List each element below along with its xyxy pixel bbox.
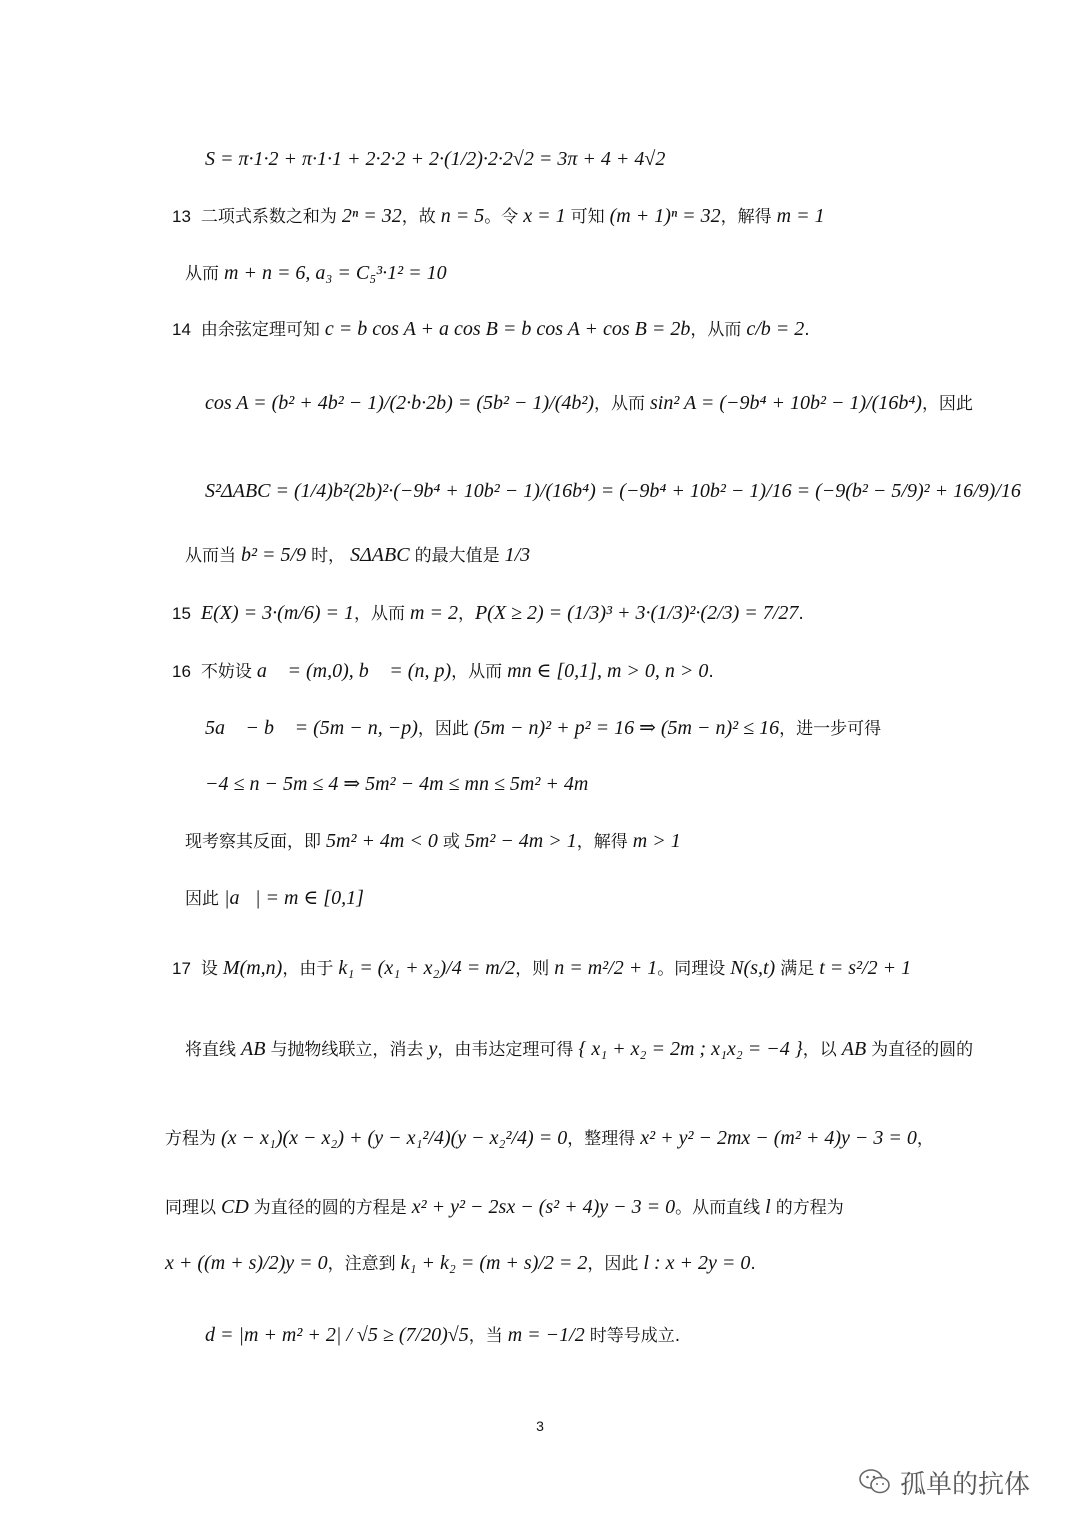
solution-line bbox=[172, 316, 810, 343]
math-expression: m = 2 bbox=[405, 602, 458, 624]
text-segment: 因此 bbox=[185, 889, 219, 909]
text-segment: . bbox=[798, 604, 804, 624]
solution-line bbox=[205, 771, 588, 797]
math-expression: cos A = (b² + 4b² − 1)/(2·b·2b) = (5b² − 1)/(4b²) bbox=[205, 392, 595, 414]
text-segment: 。从而直线 bbox=[675, 1198, 761, 1218]
solution-line bbox=[172, 600, 804, 627]
text-segment: 同理以 bbox=[165, 1198, 216, 1218]
math-expression: n = m²/2 + 1 bbox=[549, 957, 658, 979]
text-segment: 为直径的圆的方程是 bbox=[253, 1198, 407, 1218]
math-expression: 2ⁿ = 32 bbox=[336, 205, 402, 227]
solution-line bbox=[185, 1036, 973, 1063]
text-segment: 方程为 bbox=[165, 1129, 216, 1149]
solution-line bbox=[205, 146, 665, 172]
solution-line bbox=[205, 390, 973, 417]
solution-line bbox=[172, 955, 911, 982]
text-segment: 由余弦定理可知 bbox=[200, 320, 320, 340]
math-expression: k₁ + k₂ = (m + s)/2 = 2 bbox=[395, 1252, 588, 1274]
text-segment: ，故 bbox=[401, 207, 436, 227]
text-segment: ，注意到 bbox=[327, 1254, 396, 1274]
text-segment: 现考察其反面，即 bbox=[185, 832, 321, 852]
math-expression: (x − x₁)(x − x₂) + (y − x₁²/4)(y − x₂²/4) = 0 bbox=[216, 1127, 568, 1149]
text-segment: 满足 bbox=[780, 959, 815, 979]
math-expression: CD bbox=[216, 1196, 254, 1218]
watermark bbox=[858, 1462, 1030, 1502]
solution-line bbox=[185, 885, 364, 912]
text-segment: ，当 bbox=[468, 1326, 503, 1346]
text-segment: 为直径的圆的 bbox=[871, 1040, 974, 1060]
math-expression: |a⃗| = m ∈ [0,1] bbox=[219, 887, 364, 909]
math-expression: −4 ≤ n − 5m ≤ 4 ⇒ 5m² − 4m ≤ mn ≤ 5m² + 4m bbox=[205, 773, 589, 795]
text-segment: ，由于 bbox=[282, 959, 334, 979]
math-expression: c/b = 2 bbox=[741, 318, 805, 340]
text-segment: ，解得 bbox=[576, 832, 628, 852]
math-expression: n = 5 bbox=[435, 205, 485, 227]
text-segment: ，从而 bbox=[690, 320, 742, 340]
math-expression: x + ((m + s)/2)y = 0 bbox=[165, 1252, 328, 1274]
text-segment: 从而当 bbox=[185, 546, 236, 566]
math-expression: mn ∈ [0,1], m > 0, n > 0 bbox=[502, 660, 709, 682]
text-segment: 可知 bbox=[570, 207, 605, 227]
math-expression: y bbox=[423, 1038, 438, 1060]
math-expression: t = s²/2 + 1 bbox=[814, 957, 912, 979]
math-expression: m = 1 bbox=[771, 205, 825, 227]
math-expression: AB bbox=[836, 1038, 872, 1060]
problem-number: 14 bbox=[172, 320, 191, 339]
solution-line bbox=[205, 1322, 680, 1349]
math-expression: S = π·1·2 + π·1·1 + 2·2·2 + 2·(1/2)·2·2√2 = 3π + 4 + 4√2 bbox=[205, 148, 666, 170]
solution-line bbox=[185, 828, 681, 855]
math-expression: 5m² − 4m > 1 bbox=[459, 830, 577, 852]
text-segment: ，从而 bbox=[594, 394, 646, 414]
watermark-text: 孤单的抗体 bbox=[900, 1469, 1031, 1500]
text-segment: 或 bbox=[442, 832, 460, 852]
text-segment: ，进一步可得 bbox=[779, 719, 882, 739]
text-segment: ，因此 bbox=[587, 1254, 639, 1274]
math-expression: c = b cos A + a cos B = b cos A + cos B = 2b bbox=[319, 318, 691, 340]
math-expression: N(s,t) bbox=[725, 957, 781, 979]
text-segment: ，整理得 bbox=[567, 1129, 636, 1149]
math-expression: l : x + 2y = 0 bbox=[638, 1252, 751, 1274]
math-expression: 5m² + 4m < 0 bbox=[321, 830, 443, 852]
math-expression: m > 1 bbox=[627, 830, 681, 852]
math-expression: (5m − n)² + p² = 16 ⇒ (5m − n)² ≤ 16 bbox=[468, 717, 780, 739]
text-segment: ，解得 bbox=[720, 207, 772, 227]
text-segment: 。令 bbox=[484, 207, 519, 227]
solution-line bbox=[165, 1194, 844, 1221]
text-segment: 二项式系数之和为 bbox=[200, 207, 337, 227]
math-expression: sin² A = (−9b⁴ + 10b² − 1)/(16b⁴) bbox=[645, 392, 922, 414]
math-expression: 5a⃗ − b⃗ = (5m − n, −p) bbox=[205, 717, 418, 739]
math-expression: m = −1/2 bbox=[502, 1324, 590, 1346]
math-expression: E(X) = 3·(m/6) = 1 bbox=[200, 602, 354, 624]
math-expression: k₁ = (x₁ + x₂)/4 = m/2 bbox=[333, 957, 516, 979]
math-expression: x² + y² − 2sx − (s² + 4)y − 3 = 0 bbox=[406, 1196, 676, 1218]
page-number: 3 bbox=[536, 1418, 544, 1434]
text-segment: . bbox=[804, 320, 810, 340]
text-segment: 时等号成立. bbox=[589, 1326, 681, 1346]
math-expression: a⃗ = (m,0), b⃗ = (n, p) bbox=[251, 660, 452, 682]
math-expression: x² + y² − 2mx − (m² + 4)y − 3 = 0 bbox=[635, 1127, 917, 1149]
solution-line bbox=[185, 260, 447, 287]
solution-line bbox=[205, 478, 1021, 504]
text-segment: 。同理设 bbox=[657, 959, 726, 979]
math-expression: AB bbox=[236, 1038, 271, 1060]
math-expression: x = 1 bbox=[518, 205, 571, 227]
math-expression: M(m,n) bbox=[217, 957, 283, 979]
text-segment: ，从而 bbox=[354, 604, 405, 624]
math-expression: { x₁ + x₂ = 2m ; x₁x₂ = −4 } bbox=[573, 1038, 803, 1060]
math-expression: d = |m + m² + 2| / √5 ≥ (7/20)√5 bbox=[205, 1324, 469, 1346]
problem-number: 17 bbox=[172, 959, 191, 978]
solution-line bbox=[172, 203, 825, 230]
math-expression: SΔABC bbox=[345, 544, 415, 566]
solution-line bbox=[185, 542, 530, 569]
math-expression: P(X ≥ 2) = (1/3)³ + 3·(1/3)²·(2/3) = 7/27 bbox=[474, 602, 799, 624]
text-segment: ，以 bbox=[802, 1040, 837, 1060]
text-segment: 的方程为 bbox=[775, 1198, 844, 1218]
text-segment: ， bbox=[916, 1129, 934, 1149]
math-expression: S²ΔABC = (1/4)b²(2b)²·(−9b⁴ + 10b² − 1)/(16b⁴) = (−9b⁴ + 10b² − 1)/16 = (−9(b² − 5/9)² + 16/9)/16 bbox=[205, 480, 1021, 502]
text-segment: 与抛物线联立，消去 bbox=[270, 1040, 424, 1060]
math-expression: 1/3 bbox=[499, 544, 531, 566]
math-expression: (m + 1)ⁿ = 32 bbox=[604, 205, 721, 227]
text-segment: ， bbox=[457, 604, 475, 624]
text-segment: ，因此 bbox=[417, 719, 469, 739]
text-segment: 将直线 bbox=[185, 1040, 236, 1060]
problem-number: 13 bbox=[172, 207, 191, 226]
problem-number: 15 bbox=[172, 604, 191, 623]
solution-line bbox=[165, 1250, 756, 1277]
text-segment: 从而 bbox=[185, 264, 219, 284]
text-segment: . bbox=[750, 1254, 756, 1274]
text-segment: 设 bbox=[200, 959, 218, 979]
text-segment: ，则 bbox=[515, 959, 550, 979]
text-segment: 不妨设 bbox=[200, 662, 252, 682]
text-segment: ，因此 bbox=[921, 394, 973, 414]
wechat-icon bbox=[858, 1468, 892, 1496]
solution-line bbox=[205, 715, 881, 742]
text-segment: . bbox=[708, 662, 714, 682]
math-expression: m + n = 6, a₃ = C₅³·1² = 10 bbox=[219, 262, 447, 284]
solution-line bbox=[165, 1125, 934, 1152]
math-expression: b² = 5/9 bbox=[236, 544, 312, 566]
math-expression: l bbox=[760, 1196, 776, 1218]
text-segment: ，从而 bbox=[451, 662, 503, 682]
text-segment: 的最大值是 bbox=[414, 546, 500, 566]
solution-line bbox=[172, 658, 714, 685]
text-segment: 时， bbox=[311, 546, 346, 566]
text-segment: ，由韦达定理可得 bbox=[437, 1040, 574, 1060]
problem-number: 16 bbox=[172, 662, 191, 681]
